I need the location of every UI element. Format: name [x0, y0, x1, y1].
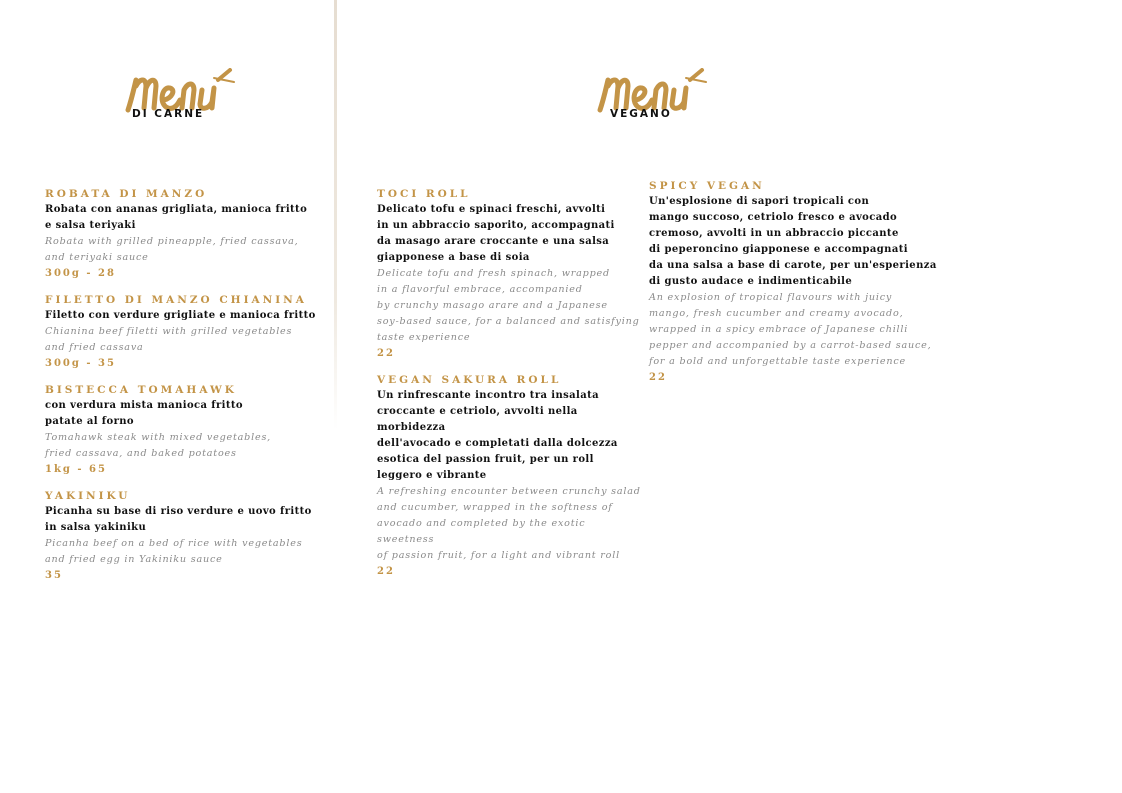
- menu-carne-logo: [122, 68, 252, 128]
- dish-name: ROBATA DI MANZO: [45, 188, 208, 200]
- dish-description-italian: Picanha su base di riso verdure e uovo fritto in salsa yakiniku: [45, 506, 312, 533]
- dish-description-english: A refreshing encounter between crunchy salad and cucumber, wrapped in the softness of avocado and completed by the exotic sweetness of passion fruit, for a light and vibrant roll: [377, 486, 641, 561]
- menu-item: [45, 488, 325, 584]
- dish-description-english: An explosion of tropical flavours with juicy mango, fresh cucumber and creamy avocado, wrapped in a spicy embrace of Japanese chilli pepper and accompanied by a carrot-based sauce, for a bold and unforgettable taste experience: [649, 292, 932, 367]
- dish-description-english: Robata with grilled pineapple, fried cassava, and teriyaki sauce: [45, 236, 299, 263]
- dish-name: BISTECCA TOMAHAWK: [45, 384, 237, 396]
- page-fold-line: [334, 0, 337, 430]
- logo-subtitle: DI CARNE: [132, 108, 205, 120]
- dish-description-english: Tomahawk steak with mixed vegetables, fried cassava, and baked potatoes: [45, 432, 272, 459]
- dish-price: 22: [377, 566, 395, 577]
- dish-name: SPICY VEGAN: [649, 180, 765, 192]
- dish-description-english: Picanha beef on a bed of rice with vegetables and fried egg in Yakiniku sauce: [45, 538, 303, 565]
- dish-name: TOCI ROLL: [377, 188, 471, 200]
- menu-item: [45, 382, 325, 478]
- menu-item: [377, 372, 642, 580]
- dish-price: 300g - 35: [45, 358, 116, 369]
- vegan-menu-column-left: [377, 186, 642, 590]
- dish-description-italian: con verdura mista manioca fritto patate al forno: [45, 400, 243, 427]
- dish-description-italian: Un'esplosione di sapori tropicali con mango succoso, cetriolo fresco e avocado cremoso, avvolti in un abbraccio piccante di peperoncino giapponese e accompagnati da una salsa a base di carote, per un'esperienza di gusto audace e indimenticabile: [649, 196, 937, 287]
- menu-item: [377, 186, 642, 362]
- logo-subtitle: VEGANO: [610, 108, 672, 120]
- dish-description-italian: Delicato tofu e spinaci freschi, avvolti in un abbraccio saporito, accompagnati da masago arare croccante e una salsa giapponese a base di soia: [377, 204, 615, 263]
- dish-description-italian: Robata con ananas grigliata, manioca fritto e salsa teriyaki: [45, 204, 308, 231]
- dish-name: VEGAN SAKURA ROLL: [377, 374, 562, 386]
- dish-description-italian: Filetto con verdure grigliate e manioca fritto: [45, 310, 316, 321]
- dish-price: 300g - 28: [45, 268, 116, 279]
- menu-item: [649, 178, 949, 386]
- dish-name: FILETTO DI MANZO CHIANINA: [45, 294, 307, 306]
- menu-vegano-logo: [594, 68, 724, 128]
- menu-item: [45, 186, 325, 282]
- menu-item: [45, 292, 325, 372]
- dish-price: 22: [649, 372, 667, 383]
- dish-price: 22: [377, 348, 395, 359]
- vegan-menu-column-right: [649, 178, 949, 396]
- dish-price: 1kg - 65: [45, 464, 107, 475]
- dish-description-italian: Un rinfrescante incontro tra insalata croccante e cetriolo, avvolti nella morbidezza dell'avocado e completati dalla dolcezza esotica del passion fruit, per un roll leggero e vibrante: [377, 390, 618, 481]
- meat-menu-column: [45, 186, 325, 594]
- dish-name: YAKINIKU: [45, 490, 131, 502]
- dish-description-english: Chianina beef filetti with grilled vegetables and fried cassava: [45, 326, 293, 353]
- dish-price: 35: [45, 570, 63, 581]
- dish-description-english: Delicate tofu and fresh spinach, wrapped in a flavorful embrace, accompanied by crunchy masago arare and a Japanese soy-based sauce, for a balanced and satisfying taste experience: [377, 268, 640, 343]
